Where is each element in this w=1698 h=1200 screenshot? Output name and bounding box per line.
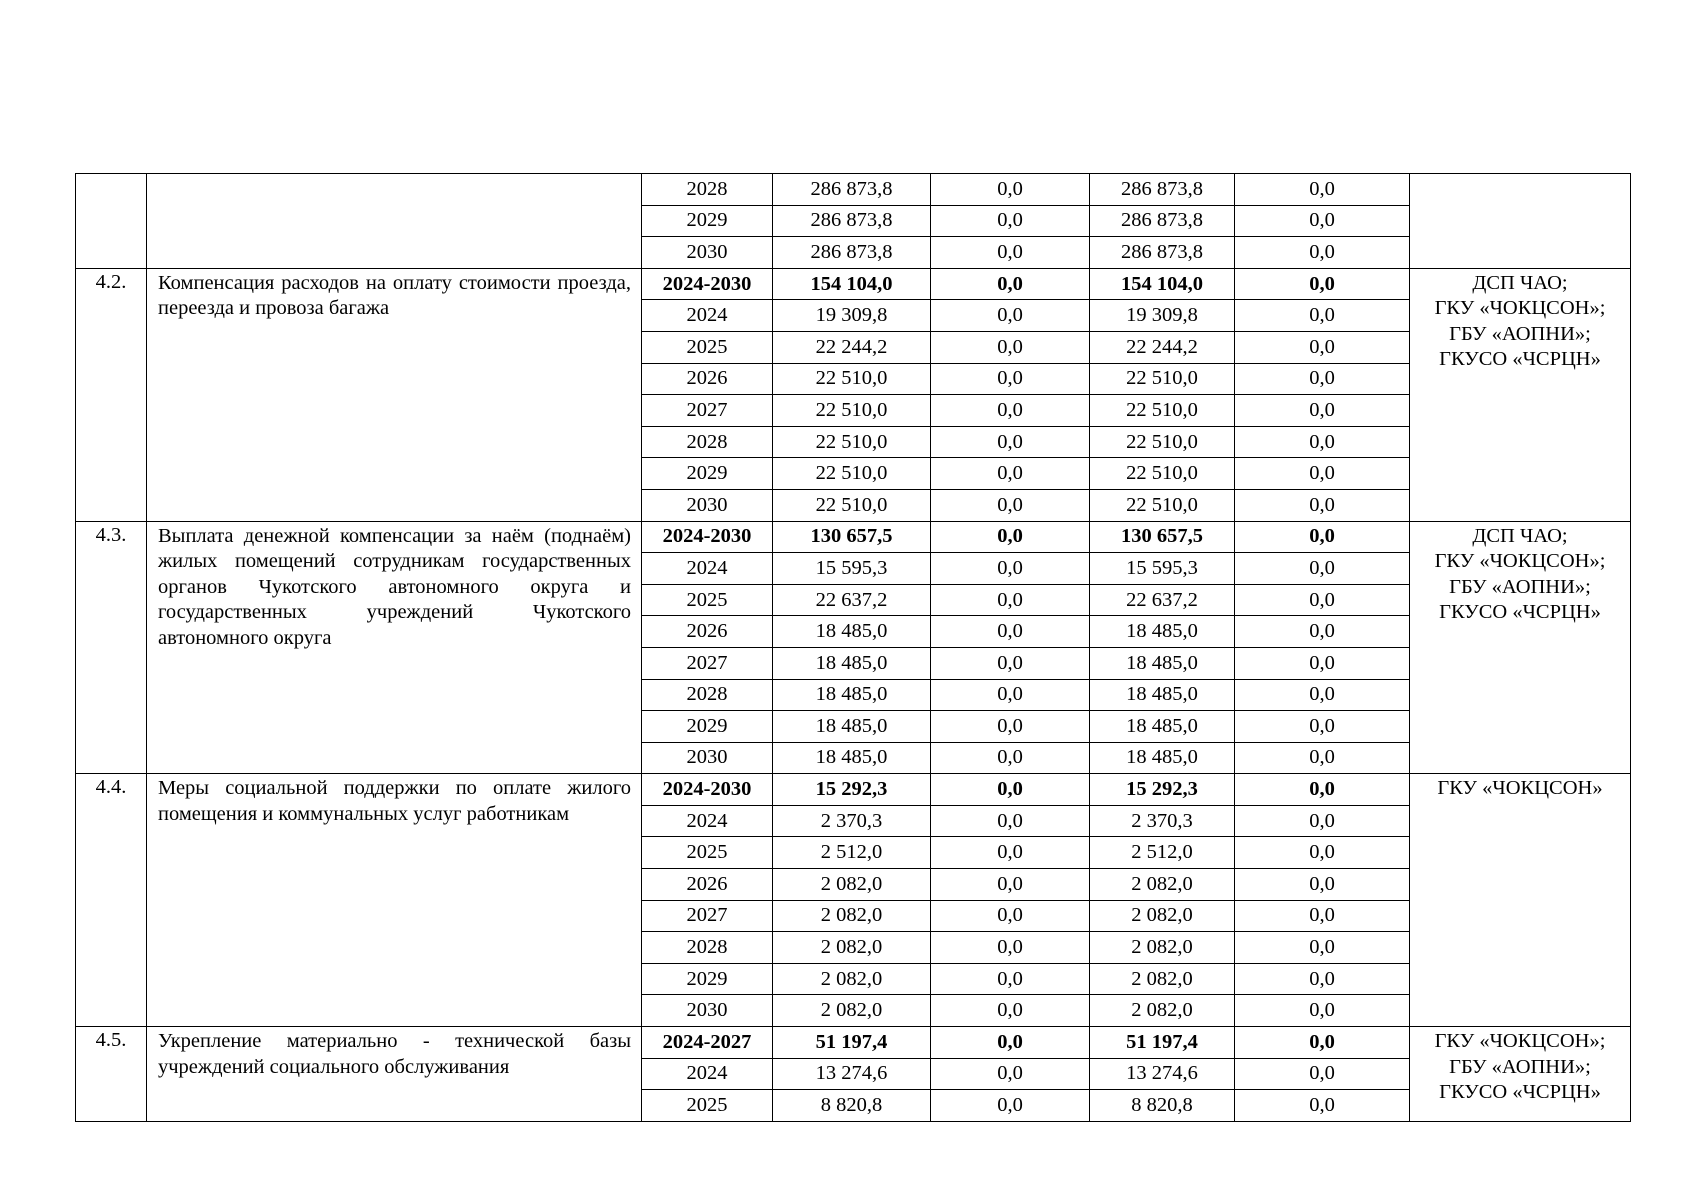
regional-cell: 18 485,0 bbox=[1090, 616, 1235, 648]
funding-table bbox=[75, 173, 1631, 1122]
regional-cell: 22 510,0 bbox=[1090, 395, 1235, 427]
total-cell: 2 512,0 bbox=[773, 837, 931, 869]
regional-cell: 2 082,0 bbox=[1090, 932, 1235, 964]
sum-federal-cell: 0,0 bbox=[931, 521, 1090, 553]
federal-cell: 0,0 bbox=[931, 616, 1090, 648]
measure-executors bbox=[1410, 521, 1631, 774]
regional-cell: 19 309,8 bbox=[1090, 300, 1235, 332]
federal-cell: 0,0 bbox=[931, 805, 1090, 837]
total-cell: 18 485,0 bbox=[773, 647, 931, 679]
sum-regional-cell: 130 657,5 bbox=[1090, 521, 1235, 553]
total-cell: 22 510,0 bbox=[773, 363, 931, 395]
group-total-row bbox=[76, 268, 1631, 300]
year-cell: 2026 bbox=[642, 616, 773, 648]
total-cell: 22 510,0 bbox=[773, 395, 931, 427]
year-cell: 2029 bbox=[642, 711, 773, 743]
federal-cell: 0,0 bbox=[931, 679, 1090, 711]
other-cell: 0,0 bbox=[1235, 647, 1410, 679]
federal-cell: 0,0 bbox=[931, 869, 1090, 901]
federal-cell: 0,0 bbox=[931, 647, 1090, 679]
sum-total-cell: 15 292,3 bbox=[773, 774, 931, 806]
federal-cell: 0,0 bbox=[931, 489, 1090, 521]
executor-name: ГКУ «ЧОКЦСОН» bbox=[1437, 777, 1603, 800]
regional-cell: 2 082,0 bbox=[1090, 869, 1235, 901]
federal-cell: 0,0 bbox=[931, 837, 1090, 869]
year-cell: 2030 bbox=[642, 995, 773, 1027]
federal-cell: 0,0 bbox=[931, 932, 1090, 964]
other-cell: 0,0 bbox=[1235, 174, 1410, 206]
other-cell: 0,0 bbox=[1235, 963, 1410, 995]
year-cell: 2029 bbox=[642, 963, 773, 995]
executor-name: ГБУ «АОПНИ»; bbox=[1449, 1055, 1591, 1078]
sum-regional-cell: 15 292,3 bbox=[1090, 774, 1235, 806]
group-total-row bbox=[76, 774, 1631, 806]
regional-cell: 22 244,2 bbox=[1090, 331, 1235, 363]
total-cell: 22 637,2 bbox=[773, 584, 931, 616]
regional-cell: 22 510,0 bbox=[1090, 458, 1235, 490]
measure-name: Компенсация расходов на оплату стоимости проезда, переезда и провоза багажа bbox=[147, 268, 642, 521]
regional-cell: 286 873,8 bbox=[1090, 237, 1235, 269]
total-cell: 22 510,0 bbox=[773, 489, 931, 521]
regional-cell: 18 485,0 bbox=[1090, 679, 1235, 711]
federal-cell: 0,0 bbox=[931, 300, 1090, 332]
total-cell: 19 309,8 bbox=[773, 300, 931, 332]
measure-executors bbox=[1410, 1027, 1631, 1122]
measure-number: 4.2. bbox=[76, 268, 147, 521]
other-cell: 0,0 bbox=[1235, 900, 1410, 932]
total-cell: 15 595,3 bbox=[773, 553, 931, 585]
other-cell: 0,0 bbox=[1235, 995, 1410, 1027]
regional-cell: 8 820,8 bbox=[1090, 1090, 1235, 1122]
other-cell: 0,0 bbox=[1235, 869, 1410, 901]
federal-cell: 0,0 bbox=[931, 363, 1090, 395]
sum-total-cell: 154 104,0 bbox=[773, 268, 931, 300]
other-cell: 0,0 bbox=[1235, 837, 1410, 869]
executor-name: ГБУ «АОПНИ»; bbox=[1449, 575, 1591, 598]
total-cell: 8 820,8 bbox=[773, 1090, 931, 1122]
group-total-row bbox=[76, 521, 1631, 553]
year-cell: 2029 bbox=[642, 458, 773, 490]
total-cell: 18 485,0 bbox=[773, 742, 931, 774]
year-cell: 2027 bbox=[642, 395, 773, 427]
measure-executors bbox=[1410, 774, 1631, 1027]
regional-cell: 2 082,0 bbox=[1090, 963, 1235, 995]
regional-cell: 286 873,8 bbox=[1090, 205, 1235, 237]
other-cell: 0,0 bbox=[1235, 458, 1410, 490]
year-cell: 2029 bbox=[642, 205, 773, 237]
federal-cell: 0,0 bbox=[931, 426, 1090, 458]
other-cell: 0,0 bbox=[1235, 711, 1410, 743]
regional-cell: 22 510,0 bbox=[1090, 426, 1235, 458]
regional-cell: 22 510,0 bbox=[1090, 363, 1235, 395]
executor-name: ГКУСО «ЧСРЦН» bbox=[1439, 1081, 1601, 1104]
sum-other-cell: 0,0 bbox=[1235, 1027, 1410, 1059]
carryover-executor-cell bbox=[1410, 174, 1631, 269]
federal-cell: 0,0 bbox=[931, 553, 1090, 585]
sum-other-cell: 0,0 bbox=[1235, 521, 1410, 553]
year-cell: 2030 bbox=[642, 742, 773, 774]
table-row bbox=[76, 174, 1631, 206]
year-cell: 2030 bbox=[642, 489, 773, 521]
total-cell: 2 082,0 bbox=[773, 995, 931, 1027]
measure-number: 4.4. bbox=[76, 774, 147, 1027]
total-cell: 18 485,0 bbox=[773, 679, 931, 711]
year-cell: 2025 bbox=[642, 1090, 773, 1122]
executor-name: ДСП ЧАО; bbox=[1472, 524, 1568, 547]
year-cell: 2024 bbox=[642, 553, 773, 585]
year-cell: 2030 bbox=[642, 237, 773, 269]
federal-cell: 0,0 bbox=[931, 174, 1090, 206]
table-body bbox=[76, 174, 1631, 1122]
federal-cell: 0,0 bbox=[931, 395, 1090, 427]
other-cell: 0,0 bbox=[1235, 205, 1410, 237]
sum-other-cell: 0,0 bbox=[1235, 774, 1410, 806]
other-cell: 0,0 bbox=[1235, 742, 1410, 774]
executor-name: ДСП ЧАО; bbox=[1472, 271, 1568, 294]
sum-year-cell: 2024-2030 bbox=[642, 268, 773, 300]
federal-cell: 0,0 bbox=[931, 331, 1090, 363]
sum-regional-cell: 154 104,0 bbox=[1090, 268, 1235, 300]
other-cell: 0,0 bbox=[1235, 932, 1410, 964]
total-cell: 2 082,0 bbox=[773, 963, 931, 995]
sum-federal-cell: 0,0 bbox=[931, 774, 1090, 806]
measure-executors bbox=[1410, 268, 1631, 521]
federal-cell: 0,0 bbox=[931, 900, 1090, 932]
year-cell: 2026 bbox=[642, 869, 773, 901]
other-cell: 0,0 bbox=[1235, 1058, 1410, 1090]
sum-federal-cell: 0,0 bbox=[931, 268, 1090, 300]
measure-name: Меры социальной поддержки по оплате жилого помещения и коммунальных услуг работникам bbox=[147, 774, 642, 1027]
regional-cell: 286 873,8 bbox=[1090, 174, 1235, 206]
federal-cell: 0,0 bbox=[931, 995, 1090, 1027]
total-cell: 286 873,8 bbox=[773, 205, 931, 237]
total-cell: 22 244,2 bbox=[773, 331, 931, 363]
carryover-num-cell bbox=[76, 174, 147, 269]
total-cell: 286 873,8 bbox=[773, 237, 931, 269]
other-cell: 0,0 bbox=[1235, 679, 1410, 711]
year-cell: 2027 bbox=[642, 647, 773, 679]
federal-cell: 0,0 bbox=[931, 711, 1090, 743]
other-cell: 0,0 bbox=[1235, 426, 1410, 458]
year-cell: 2028 bbox=[642, 679, 773, 711]
other-cell: 0,0 bbox=[1235, 584, 1410, 616]
other-cell: 0,0 bbox=[1235, 331, 1410, 363]
total-cell: 2 082,0 bbox=[773, 932, 931, 964]
sum-total-cell: 51 197,4 bbox=[773, 1027, 931, 1059]
total-cell: 13 274,6 bbox=[773, 1058, 931, 1090]
other-cell: 0,0 bbox=[1235, 395, 1410, 427]
measure-name: Укрепление материально - технической базы учреждений социального обслуживания bbox=[147, 1027, 642, 1122]
other-cell: 0,0 bbox=[1235, 1090, 1410, 1122]
sum-year-cell: 2024-2030 bbox=[642, 774, 773, 806]
sum-other-cell: 0,0 bbox=[1235, 268, 1410, 300]
executor-name: ГКУСО «ЧСРЦН» bbox=[1439, 601, 1601, 624]
year-cell: 2028 bbox=[642, 174, 773, 206]
measure-number: 4.3. bbox=[76, 521, 147, 774]
regional-cell: 22 510,0 bbox=[1090, 489, 1235, 521]
federal-cell: 0,0 bbox=[931, 963, 1090, 995]
federal-cell: 0,0 bbox=[931, 237, 1090, 269]
year-cell: 2024 bbox=[642, 1058, 773, 1090]
group-total-row bbox=[76, 1027, 1631, 1059]
total-cell: 22 510,0 bbox=[773, 458, 931, 490]
federal-cell: 0,0 bbox=[931, 458, 1090, 490]
regional-cell: 18 485,0 bbox=[1090, 711, 1235, 743]
executor-name: ГКУ «ЧОКЦСОН»; bbox=[1434, 550, 1606, 573]
sum-federal-cell: 0,0 bbox=[931, 1027, 1090, 1059]
executor-name: ГКУСО «ЧСРЦН» bbox=[1439, 348, 1601, 371]
year-cell: 2026 bbox=[642, 363, 773, 395]
year-cell: 2025 bbox=[642, 837, 773, 869]
federal-cell: 0,0 bbox=[931, 205, 1090, 237]
regional-cell: 13 274,6 bbox=[1090, 1058, 1235, 1090]
sum-year-cell: 2024-2027 bbox=[642, 1027, 773, 1059]
federal-cell: 0,0 bbox=[931, 742, 1090, 774]
regional-cell: 15 595,3 bbox=[1090, 553, 1235, 585]
federal-cell: 0,0 bbox=[931, 1090, 1090, 1122]
total-cell: 2 082,0 bbox=[773, 869, 931, 901]
federal-cell: 0,0 bbox=[931, 1058, 1090, 1090]
federal-cell: 0,0 bbox=[931, 584, 1090, 616]
year-cell: 2027 bbox=[642, 900, 773, 932]
total-cell: 22 510,0 bbox=[773, 426, 931, 458]
regional-cell: 18 485,0 bbox=[1090, 647, 1235, 679]
sum-regional-cell: 51 197,4 bbox=[1090, 1027, 1235, 1059]
regional-cell: 2 370,3 bbox=[1090, 805, 1235, 837]
total-cell: 18 485,0 bbox=[773, 711, 931, 743]
total-cell: 2 370,3 bbox=[773, 805, 931, 837]
year-cell: 2025 bbox=[642, 331, 773, 363]
total-cell: 286 873,8 bbox=[773, 174, 931, 206]
year-cell: 2024 bbox=[642, 805, 773, 837]
year-cell: 2025 bbox=[642, 584, 773, 616]
other-cell: 0,0 bbox=[1235, 237, 1410, 269]
other-cell: 0,0 bbox=[1235, 300, 1410, 332]
regional-cell: 18 485,0 bbox=[1090, 742, 1235, 774]
year-cell: 2024 bbox=[642, 300, 773, 332]
measure-name: Выплата денежной компенсации за наём (поднаём) жилых помещений сотрудникам государственных органов Чукотского автономного округа и государственных учреждений Чукотского автономного округа bbox=[147, 521, 642, 774]
year-cell: 2028 bbox=[642, 426, 773, 458]
other-cell: 0,0 bbox=[1235, 616, 1410, 648]
executor-name: ГКУ «ЧОКЦСОН»; bbox=[1434, 1030, 1606, 1053]
sum-total-cell: 130 657,5 bbox=[773, 521, 931, 553]
regional-cell: 22 637,2 bbox=[1090, 584, 1235, 616]
executor-name: ГКУ «ЧОКЦСОН»; bbox=[1434, 297, 1606, 320]
regional-cell: 2 082,0 bbox=[1090, 900, 1235, 932]
total-cell: 18 485,0 bbox=[773, 616, 931, 648]
sum-year-cell: 2024-2030 bbox=[642, 521, 773, 553]
total-cell: 2 082,0 bbox=[773, 900, 931, 932]
regional-cell: 2 512,0 bbox=[1090, 837, 1235, 869]
other-cell: 0,0 bbox=[1235, 489, 1410, 521]
other-cell: 0,0 bbox=[1235, 553, 1410, 585]
carryover-name-cell bbox=[147, 174, 642, 269]
other-cell: 0,0 bbox=[1235, 363, 1410, 395]
regional-cell: 2 082,0 bbox=[1090, 995, 1235, 1027]
year-cell: 2028 bbox=[642, 932, 773, 964]
executor-name: ГБУ «АОПНИ»; bbox=[1449, 322, 1591, 345]
measure-number: 4.5. bbox=[76, 1027, 147, 1122]
other-cell: 0,0 bbox=[1235, 805, 1410, 837]
